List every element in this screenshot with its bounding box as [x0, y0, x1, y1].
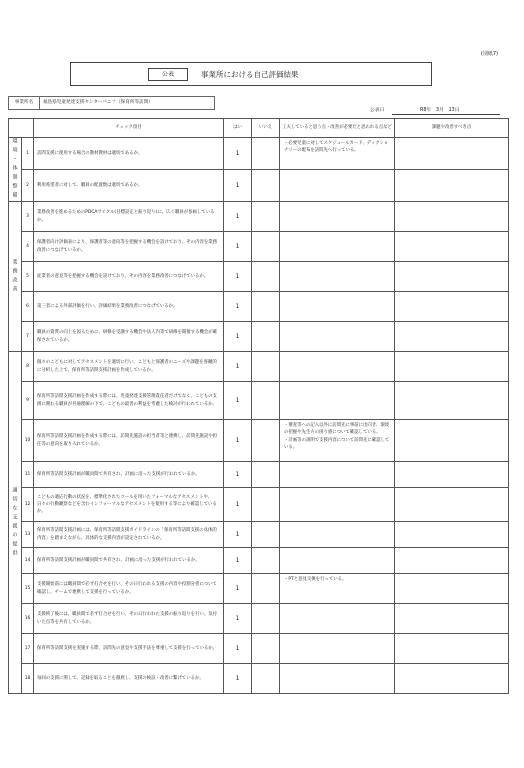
table-row — [9, 382, 509, 420]
yes-count: 1 — [224, 604, 252, 634]
check-item-text: 保育所等訪問支援計画を作成する際には、訪問先施設の担当者等と連携し、訪問先施設や担任等の意向を取り入れているか。 — [34, 420, 224, 462]
table-row — [9, 548, 509, 574]
yes-count: 1 — [224, 202, 252, 232]
header-check: チェック項目 — [34, 119, 224, 138]
yes-count: 1 — [224, 462, 252, 488]
yes-count: 1 — [224, 138, 252, 170]
check-item-text: 第三者による外部評価を行い、評価結果を業務改善につなげているか。 — [34, 292, 224, 322]
row-number: 18 — [22, 664, 34, 694]
issue-text — [395, 138, 509, 170]
row-number: 13 — [22, 522, 34, 548]
yes-count: 1 — [224, 322, 252, 352]
yes-count: 1 — [224, 522, 252, 548]
check-item-text: 保育所等訪問支援を実施する際、訪問先の意見や支援手法を尊重して支援を行っているか。 — [34, 634, 224, 664]
row-number: 6 — [22, 292, 34, 322]
table-row — [9, 488, 509, 522]
check-item-text: 保育所等訪問支援計画には、保育所等訪問支援ガイドラインの「保育所等訪問支援の具体的内容」を踏まえながら、具体的な支援内容が設定されているか。 — [34, 522, 224, 548]
yes-count: 1 — [224, 634, 252, 664]
yes-count: 1 — [224, 488, 252, 522]
issue-text — [395, 352, 509, 382]
table-row — [9, 604, 509, 634]
issue-text — [395, 604, 509, 634]
remark-text — [280, 548, 395, 574]
yes-count: 1 — [224, 548, 252, 574]
table-header-row — [9, 119, 509, 138]
issue-text — [395, 664, 509, 694]
table-row — [9, 138, 509, 170]
row-number: 8 — [22, 352, 34, 382]
remark-text — [280, 232, 395, 262]
no-count — [252, 522, 280, 548]
office-label: 事業所名 — [9, 97, 40, 109]
issue-text — [395, 634, 509, 664]
check-item-text: 保育所等訪問支援計画が職員間で共有され、計画に沿った支援が行われているか。 — [34, 548, 224, 574]
issue-text — [395, 262, 509, 292]
yes-count: 1 — [224, 262, 252, 292]
category-cell: 適切な支援の提供 — [9, 352, 22, 694]
row-number: 4 — [22, 232, 34, 262]
check-item-text: 業務改善を進めるためのPDCAサイクル(目標設定と振り返り)に、広く職員が参画しているか。 — [34, 202, 224, 232]
no-count — [252, 170, 280, 202]
page-label: (別紙7) — [480, 51, 498, 57]
issue-text — [395, 522, 509, 548]
yes-count: 1 — [224, 664, 252, 694]
issue-text — [395, 488, 509, 522]
title-tag: 公表 — [148, 68, 188, 81]
no-count — [252, 262, 280, 292]
publication-underline — [392, 114, 500, 115]
office-row — [8, 96, 215, 110]
remark-text — [280, 322, 395, 352]
check-item-text: 職員の資質の向上を図るために、研修を受講する機会や法人内等で研修を開催する機会が確保されているか。 — [34, 322, 224, 352]
no-count — [252, 634, 280, 664]
check-item-text: 保護者向け評価表により、保護者等の意向等を把握する機会を設けており、その内容を業務改善につなげているか。 — [34, 232, 224, 262]
check-item-text: 支援終了後には、職員間で必ず打合せを行い、その日行われた支援の振り返りを行い、気付いた点等を共有しているか。 — [34, 604, 224, 634]
row-number: 9 — [22, 382, 34, 420]
check-item-text: 保育所等訪問支援計画が職員間で共有され、計画に沿った支援が行われているか。 — [34, 462, 224, 488]
remark-text — [280, 462, 395, 488]
row-number: 17 — [22, 634, 34, 664]
yes-count: 1 — [224, 382, 252, 420]
category-cell: 環境・体制整備 — [9, 138, 22, 202]
row-number: 5 — [22, 262, 34, 292]
check-item-text: 従業者の意見等を把握する機会を設けており、その内容を業務改善につなげているか。 — [34, 262, 224, 292]
table-row — [9, 462, 509, 488]
check-item-text: 利用希望者に対して、職員の配置数は適切であるか。 — [34, 170, 224, 202]
table-row — [9, 322, 509, 352]
issue-text — [395, 202, 509, 232]
table-row — [9, 262, 509, 292]
remark-text: ・審査等への記入以外に訪問先に事前に出向き、環境の把握や先生方の困り感について確認している。 ・計画等の説明で支援内容について訪問先に確認している。 — [280, 420, 395, 462]
issue-text — [395, 292, 509, 322]
no-count — [252, 352, 280, 382]
header-remarks: 工夫していると思う点・改善が必要だと思われる点など — [280, 119, 395, 138]
check-item-text: 保育所等訪問支援計画を作成する際には、児童発達支援管理責任者だけでなく、こどもの支援に関わる職員が共通理解の下で、こどもの最善の利益を考慮した検討が行われているか。 — [34, 382, 224, 420]
check-item-text: 個々のこどもに対してアセスメントを適切に行い、こどもと保護者のニーズや課題を客観的に分析した上で、保育所等訪問支援計画を作成しているか。 — [34, 352, 224, 382]
table-row — [9, 634, 509, 664]
row-number: 7 — [22, 322, 34, 352]
issue-text — [395, 548, 509, 574]
no-count — [252, 574, 280, 604]
yes-count: 1 — [224, 352, 252, 382]
office-name: 福島県児童発達支援センターパニフ（保育所等訪問） — [43, 100, 153, 105]
yes-count: 1 — [224, 292, 252, 322]
table-row — [9, 170, 509, 202]
no-count — [252, 138, 280, 170]
table-row — [9, 202, 509, 232]
remark-text — [280, 170, 395, 202]
remark-text — [280, 664, 395, 694]
check-item-text: 支援開始前には職員間で必ず打合せを行い、その日行われる支援の内容や役割分担について確認し、チームで連携して支援を行っているか。 — [34, 574, 224, 604]
remark-text — [280, 262, 395, 292]
evaluation-table — [8, 118, 509, 694]
remark-text — [280, 352, 395, 382]
remark-text — [280, 292, 395, 322]
yes-count: 1 — [224, 574, 252, 604]
yes-count: 1 — [224, 232, 252, 262]
row-number: 15 — [22, 574, 34, 604]
remark-text — [280, 382, 395, 420]
remark-text — [280, 522, 395, 548]
row-number: 2 — [22, 170, 34, 202]
no-count — [252, 488, 280, 522]
check-item-text: 訪問支援に使用する場合の教材教材は適切であるか。 — [34, 138, 224, 170]
check-item-text: 毎回の支援に関して、記録を取ることを徹底し、支援の検証・改善に繋げているか。 — [34, 664, 224, 694]
header-no: いいえ — [252, 119, 280, 138]
remark-text — [280, 202, 395, 232]
category-cell: 業務改善 — [9, 202, 22, 352]
row-number: 14 — [22, 548, 34, 574]
table-row — [9, 292, 509, 322]
publication-date: R8年 3月 13日 — [420, 108, 460, 113]
no-count — [252, 548, 280, 574]
no-count — [252, 664, 280, 694]
no-count — [252, 604, 280, 634]
remark-text — [280, 488, 395, 522]
header-issues: 課題や改善すべき点 — [395, 119, 509, 138]
yes-count: 1 — [224, 420, 252, 462]
remark-text — [280, 634, 395, 664]
issue-text — [395, 382, 509, 420]
page-title: 事業所における自己評価結果 — [201, 70, 299, 79]
no-count — [252, 232, 280, 262]
title-box — [70, 62, 432, 86]
table-row — [9, 522, 509, 548]
issue-text — [395, 574, 509, 604]
header-blank — [9, 119, 34, 138]
table-row — [9, 232, 509, 262]
row-number: 10 — [22, 420, 34, 462]
row-number: 3 — [22, 202, 34, 232]
header-yes: はい — [224, 119, 252, 138]
no-count — [252, 292, 280, 322]
remark-text: ・必要児童に対してスケジュールカード、ディクショナリーの配布を訪問先へ行っている。 — [280, 138, 395, 170]
issue-text — [395, 322, 509, 352]
no-count — [252, 382, 280, 420]
row-number: 11 — [22, 462, 34, 488]
remark-text: ・PTと意見交換を行っている。 — [280, 574, 395, 604]
no-count — [252, 462, 280, 488]
issue-text — [395, 462, 509, 488]
remark-text — [280, 604, 395, 634]
row-number: 16 — [22, 604, 34, 634]
issue-text — [395, 420, 509, 462]
no-count — [252, 420, 280, 462]
no-count — [252, 322, 280, 352]
table-row — [9, 352, 509, 382]
table-row — [9, 574, 509, 604]
no-count — [252, 202, 280, 232]
table-row — [9, 420, 509, 462]
row-number: 1 — [22, 138, 34, 170]
issue-text — [395, 170, 509, 202]
check-item-text: こどもの適応行動の状況を、標準化されたツールを用いたフォーマルなアセスメントや、日々の行動観察などを含むインフォーマルなアセスメントを使用する等により確認しているか。 — [34, 488, 224, 522]
publication-label: 公表日 — [370, 108, 385, 113]
issue-text — [395, 232, 509, 262]
row-number: 12 — [22, 488, 34, 522]
yes-count: 1 — [224, 170, 252, 202]
table-row — [9, 664, 509, 694]
